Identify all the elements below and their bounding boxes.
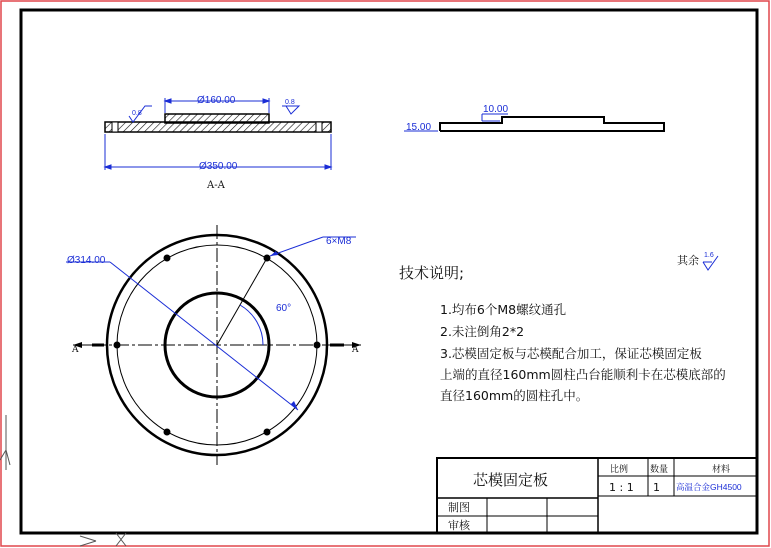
- section-hole-left: [112, 122, 118, 132]
- angle-label: 60°: [276, 303, 292, 314]
- dim-inner-diameter: Ø160.00: [197, 95, 236, 106]
- note-line: 2.未注倒角2*2: [440, 324, 525, 339]
- bolt-hole: [164, 429, 171, 436]
- roughness-right-value: 0.8: [285, 99, 295, 106]
- checked-label: 审核: [448, 519, 470, 532]
- qty-header: 数量: [650, 465, 669, 475]
- side-profile: [440, 117, 664, 131]
- bolt-hole: [164, 255, 171, 262]
- side-view: [404, 104, 664, 133]
- margin-marks: [0, 415, 126, 546]
- plan-view: [66, 225, 361, 465]
- material-value: 高温合金GH4500: [676, 482, 742, 492]
- notes-heading: 技术说明;: [399, 264, 465, 282]
- dim-step-height: 10.00: [483, 104, 509, 115]
- hole-callout: 6×M8: [326, 236, 352, 247]
- part-name: 芯模固定板: [473, 471, 549, 489]
- material-header: 材料: [712, 465, 731, 475]
- note-line: 直径160mm的圆柱孔中。: [440, 388, 589, 403]
- bolt-hole: [264, 429, 271, 436]
- note-line: 1.均布6个M8螺纹通孔: [440, 302, 567, 317]
- note-line: 3.芯模固定板与芯模配合加工，保证芯模固定板: [440, 346, 702, 361]
- rest-roughness-value: 1.6: [704, 252, 714, 259]
- section-caption: A-A: [207, 180, 225, 191]
- note-line: 上端的直径160mm圆柱凸台能顺利卡在芯模底部的: [440, 367, 726, 382]
- bolt-hole: [314, 342, 321, 349]
- dim-pcd: Ø314.00: [67, 255, 106, 266]
- bolt-hole: [114, 342, 121, 349]
- section-view: [105, 95, 331, 191]
- title-block: [437, 458, 757, 533]
- scale-header: 比例: [610, 465, 629, 475]
- section-hole-right: [316, 122, 322, 132]
- rest-label: 其余: [677, 254, 699, 267]
- qty-value: 1: [653, 481, 660, 494]
- cut-label-left: A: [72, 345, 79, 355]
- inner-frame: [21, 10, 757, 533]
- cut-label-right: A: [352, 345, 359, 355]
- roughness-left-value: 0.8: [132, 110, 142, 117]
- roughness-right-icon: [282, 106, 299, 114]
- section-boss: [165, 114, 269, 123]
- scale-value: 1 : 1: [609, 481, 634, 494]
- drawn-label: 制图: [448, 501, 470, 514]
- dim-thickness: 15.00: [406, 122, 432, 133]
- dim-outer-diameter: Ø350.00: [199, 161, 238, 172]
- technical-notes: [399, 252, 726, 403]
